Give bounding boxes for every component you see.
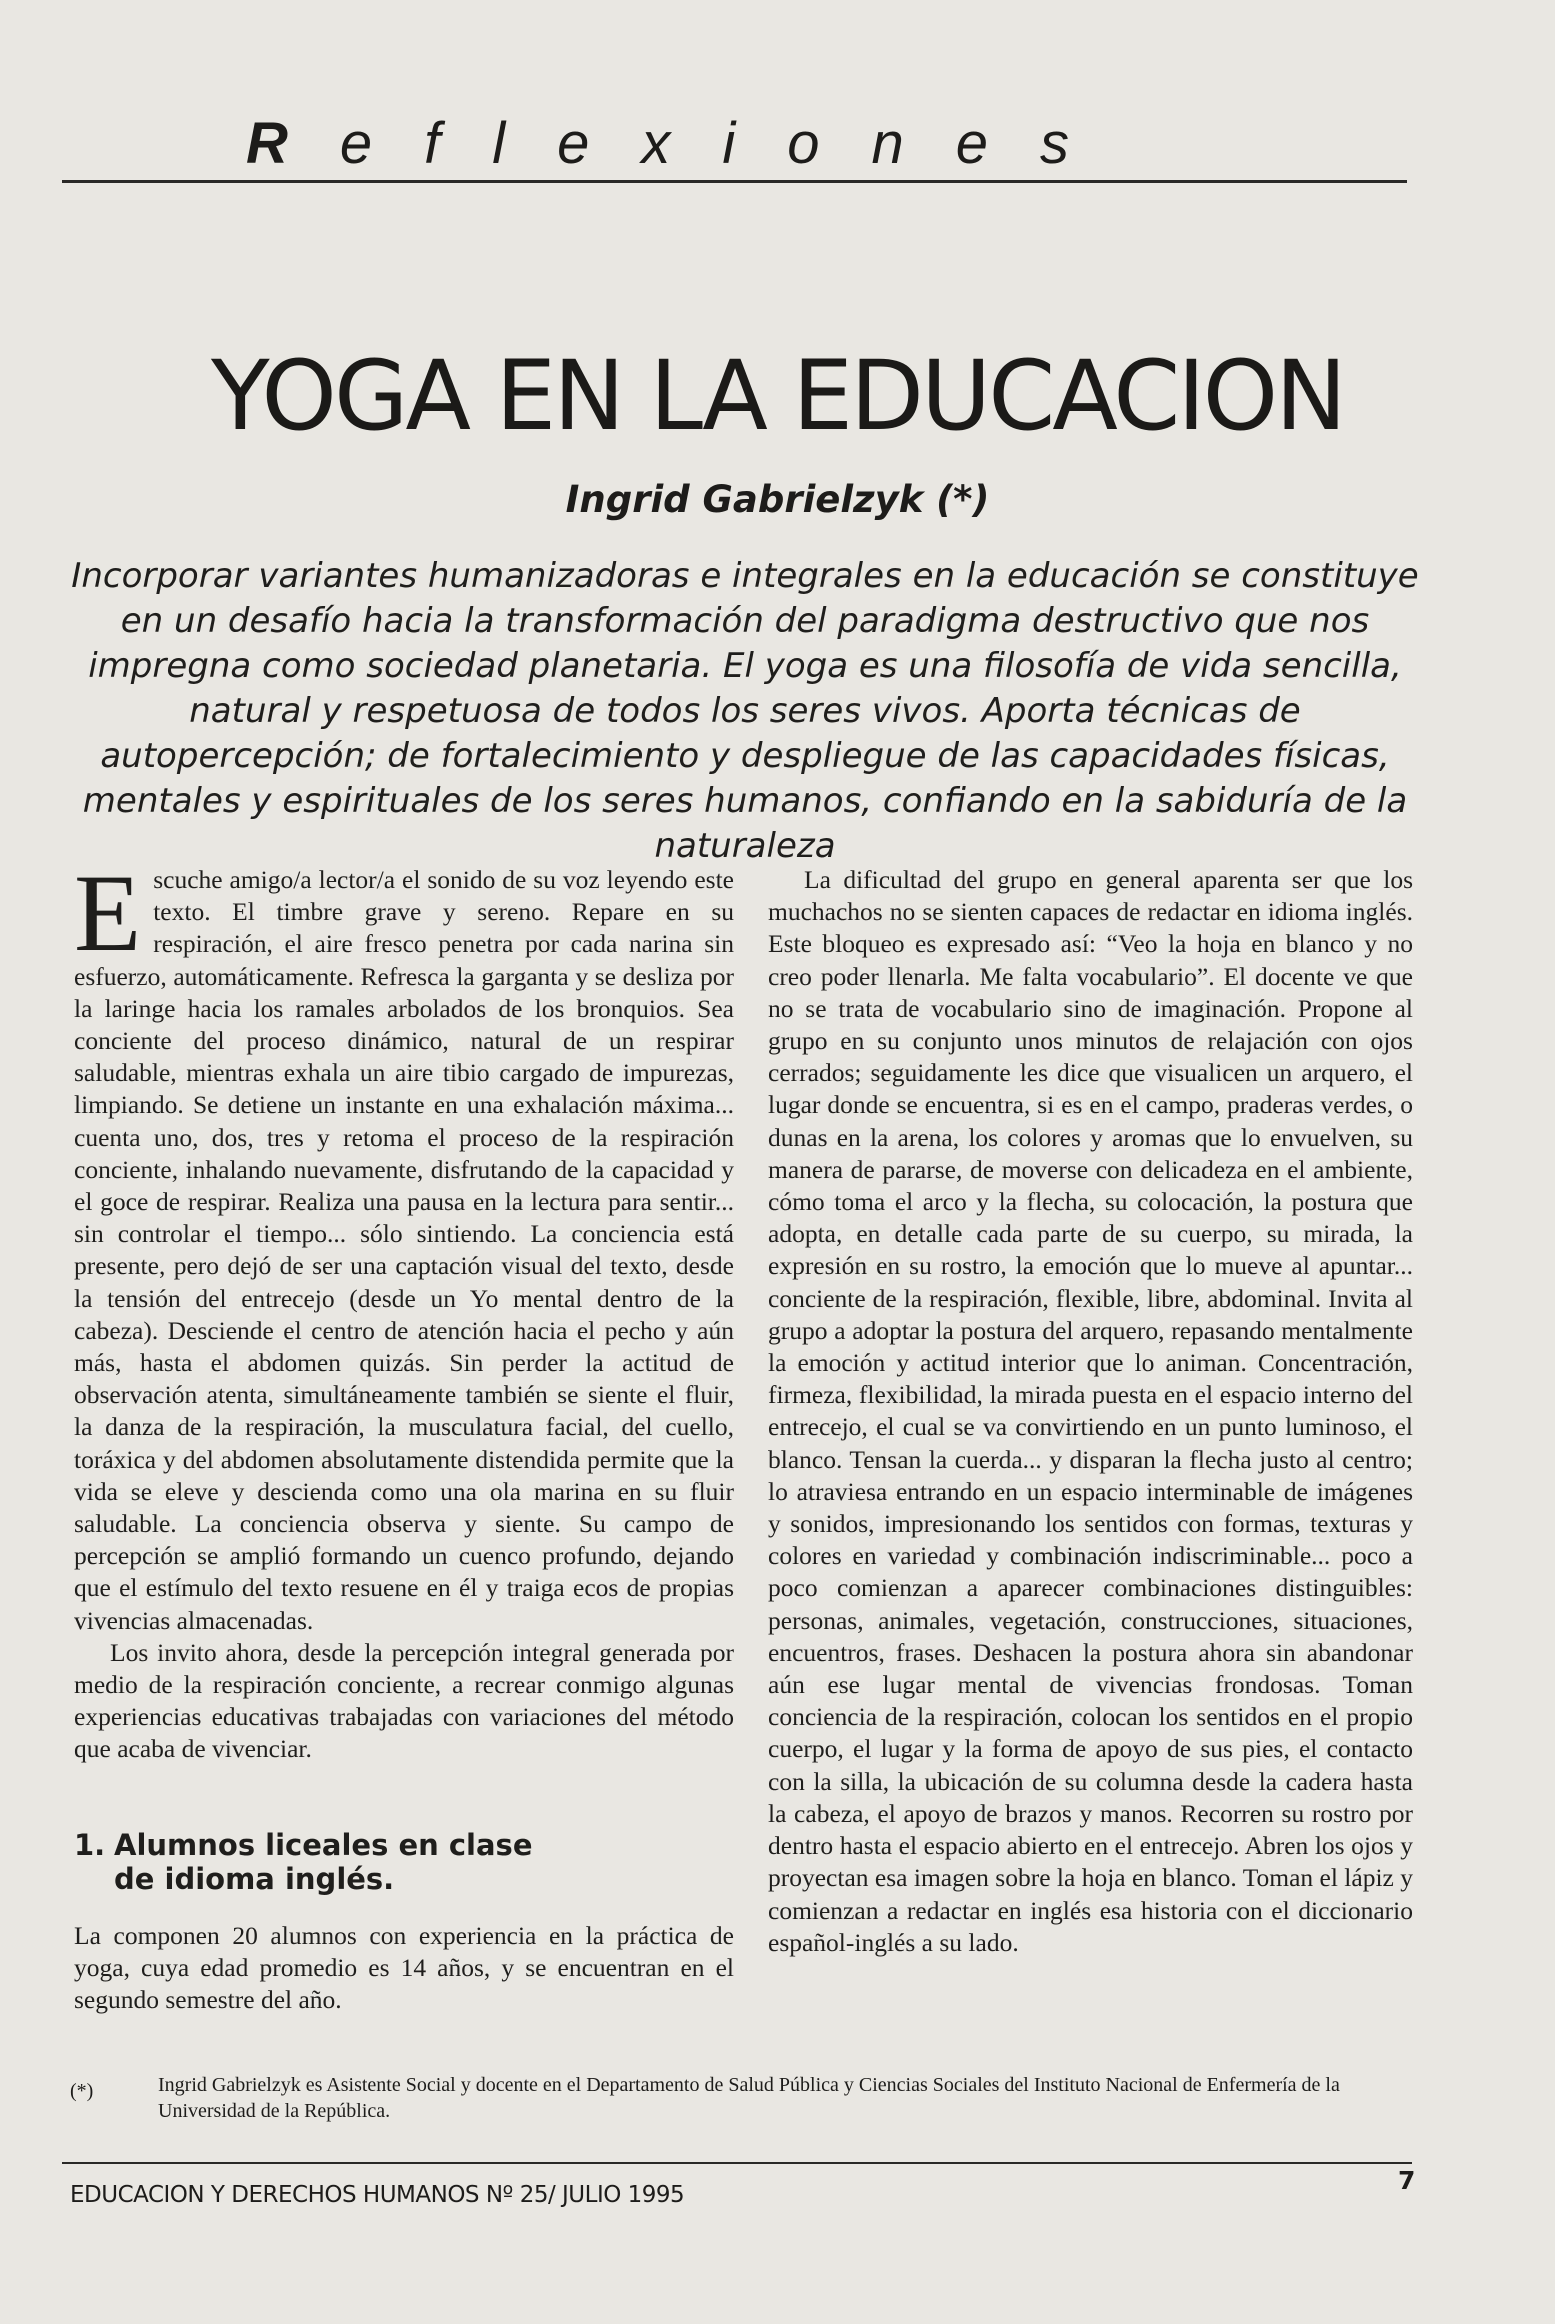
footnote — [70, 2072, 1415, 2124]
page-number: 7 — [1398, 2166, 1416, 2195]
section-header — [62, 108, 1407, 183]
footnote-mark: (*) — [70, 2080, 94, 2102]
article-title: YOGA EN LA EDUCACION — [211, 340, 1344, 452]
right-column — [768, 864, 1413, 1959]
subheading-line-1: Alumnos liceales en clase — [114, 1827, 533, 1862]
paragraph-text: scuche amigo/a lector/a el sonido de su voz leyendo este texto. El timbre grave y sereno. Repare en su respiración, el aire fresco penetra por cada narina sin esfuerzo, automáticamente. Refresca la garganta y se desliza por la laringe hacia los ramales arbolados de los bronquios. Sea conciente del proceso dinámico, natural de un respirar saludable, mientras exhala un aire tibio cargado de impurezas, limpiando. Se detiene un instante en una exhalación máxima... cuenta uno, dos, tres y retoma el proceso de la respiración conciente, inhalando nuevamente, disfrutando de la capacidad y el goce de respirar. Realiza una pausa en la lectura para sentir... sin controlar el tiempo... sólo sintiendo. La conciencia está presente, pero dejó de ser una captación visual del texto, desde la tensión del entrecejo (desde un Yo mental dentro de la cabeza). Desciende el centro de atención hacia el pecho y aún más, hasta el abdomen quizás. Sin perder la actitud de observación atenta, simultáneamente también se siente el fluir, la danza de la respiración, la musculatura facial, del cuello, toráxica y del abdomen absolutamente distendida permite que la vida se eleve y descienda como una ola marina en su fluir saludable. La conciencia observa y siente. Su campo de percepción se amplió formando un cuenco profundo, dejando que el estímulo del texto resuene en él y traiga ecos de propias vivencias almacenadas. — [74, 865, 734, 1635]
left-column — [74, 852, 734, 2016]
paragraph — [74, 852, 734, 1637]
footnote-text: Ingrid Gabrielzyk es Asistente Social y docente en el Departamento de Salud Pública y Ciencias Sociales del Instituto Nacional de Enfermería de la Universidad de la República. — [158, 2074, 1340, 2122]
paragraph: Los invito ahora, desde la percepción integral generada por medio de la respiración conciente, a recrear conmigo algunas experiencias educativas trabajadas con variaciones del método que acaba de vivenciar. — [74, 1637, 734, 1764]
section-label-initial: R — [246, 111, 340, 176]
publication-info: EDUCACION Y DERECHOS HUMANOS Nº 25/ JULIO 1995 — [70, 2182, 685, 2208]
subheading-number: 1. — [74, 1827, 106, 1862]
paragraph: La componen 20 alumnos con experiencia en la práctica de yoga, cuya edad promedio es 14 años, y se encuentran en el segundo semestre del año. — [74, 1920, 734, 2015]
drop-cap: E — [74, 852, 142, 974]
article-abstract: Incorporar variantes humanizadoras e integrales en la educación se constituye en un desafío hacia la transformación del paradigma destructivo que nos impregna como sociedad planetaria. El yoga es una filosofía de vida sencilla, natural y respetuosa de todos los seres vivos. Aporta técnicas de autopercepción; de fortalecimiento y despliegue de las capacidades físicas, mentales y espirituales de los seres humanos, confiando en la sabiduría de la naturaleza — [71, 556, 1419, 866]
section-label-rest: eflexiones — [339, 111, 1122, 176]
section-label — [246, 110, 1121, 177]
section-subheading — [74, 1828, 734, 1896]
footer-rule — [62, 2162, 1412, 2164]
subheading-line-2: de idioma inglés. — [114, 1861, 395, 1896]
paragraph: La dificultad del grupo en general aparenta ser que los muchachos no se sienten capaces de redactar en idioma inglés. Este bloqueo es expresado así: “Veo la hoja en blanco y no creo poder llenarla. Me falta vocabulario”. El docente ve que no se trata de vocabulario sino de imaginación. Propone al grupo en su conjunto unos minutos de relajación con ojos cerrados; seguidamente les dice que visualicen un arquero, el lugar donde se encuentra, si es en el campo, praderas verdes, o dunas en la arena, los colores y aromas que lo envuelven, su manera de pararse, de moverse con delicadeza en el ambiente, cómo toma el arco y la flecha, su colocación, la postura que adopta, en detalle cada parte de su cuerpo, su mirada, la expresión en su rostro, la emoción que lo mueve al apuntar... conciente de la respiración, flexible, libre, abdominal. Invita al grupo a adoptar la postura del arquero, repasando mentalmente la emoción y actitud interior que lo animan. Concentración, firmeza, flexibilidad, la mirada puesta en el espacio interno del entrecejo, el cual se va convirtiendo en un punto luminoso, el blanco. Tensan la cuerda... y disparan la flecha justo al centro; lo atraviesa entrando en un espacio interminable de imágenes y sonidos, impresionando los sentidos con formas, texturas y colores en variedad y combinación indiscriminable... poco a poco comienzan a aparecer combinaciones distinguibles: personas, animales, vegetación, construcciones, situaciones, encuentros, frases. Deshacen la postura ahora sin abandonar aún ese lugar mental de vivencias frondosas. Toman conciencia de la respiración, colocan los sentidos en el propio cuerpo, el lugar y la forma de apoyo de sus pies, el contacto con la silla, la ubicación de su columna desde la cadera hasta la cabeza, el apoyo de brazos y manos. Recorren su rostro por dentro hasta el espacio abierto en el entrecejo. Abren los ojos y proyectan esa imagen sobre la hoja en blanco. Toman el lápiz y comienzan a redactar en inglés esa historia con el diccionario español-inglés a su lado. — [768, 865, 1413, 1957]
article-author: Ingrid Gabrielzyk (*) — [565, 478, 990, 521]
